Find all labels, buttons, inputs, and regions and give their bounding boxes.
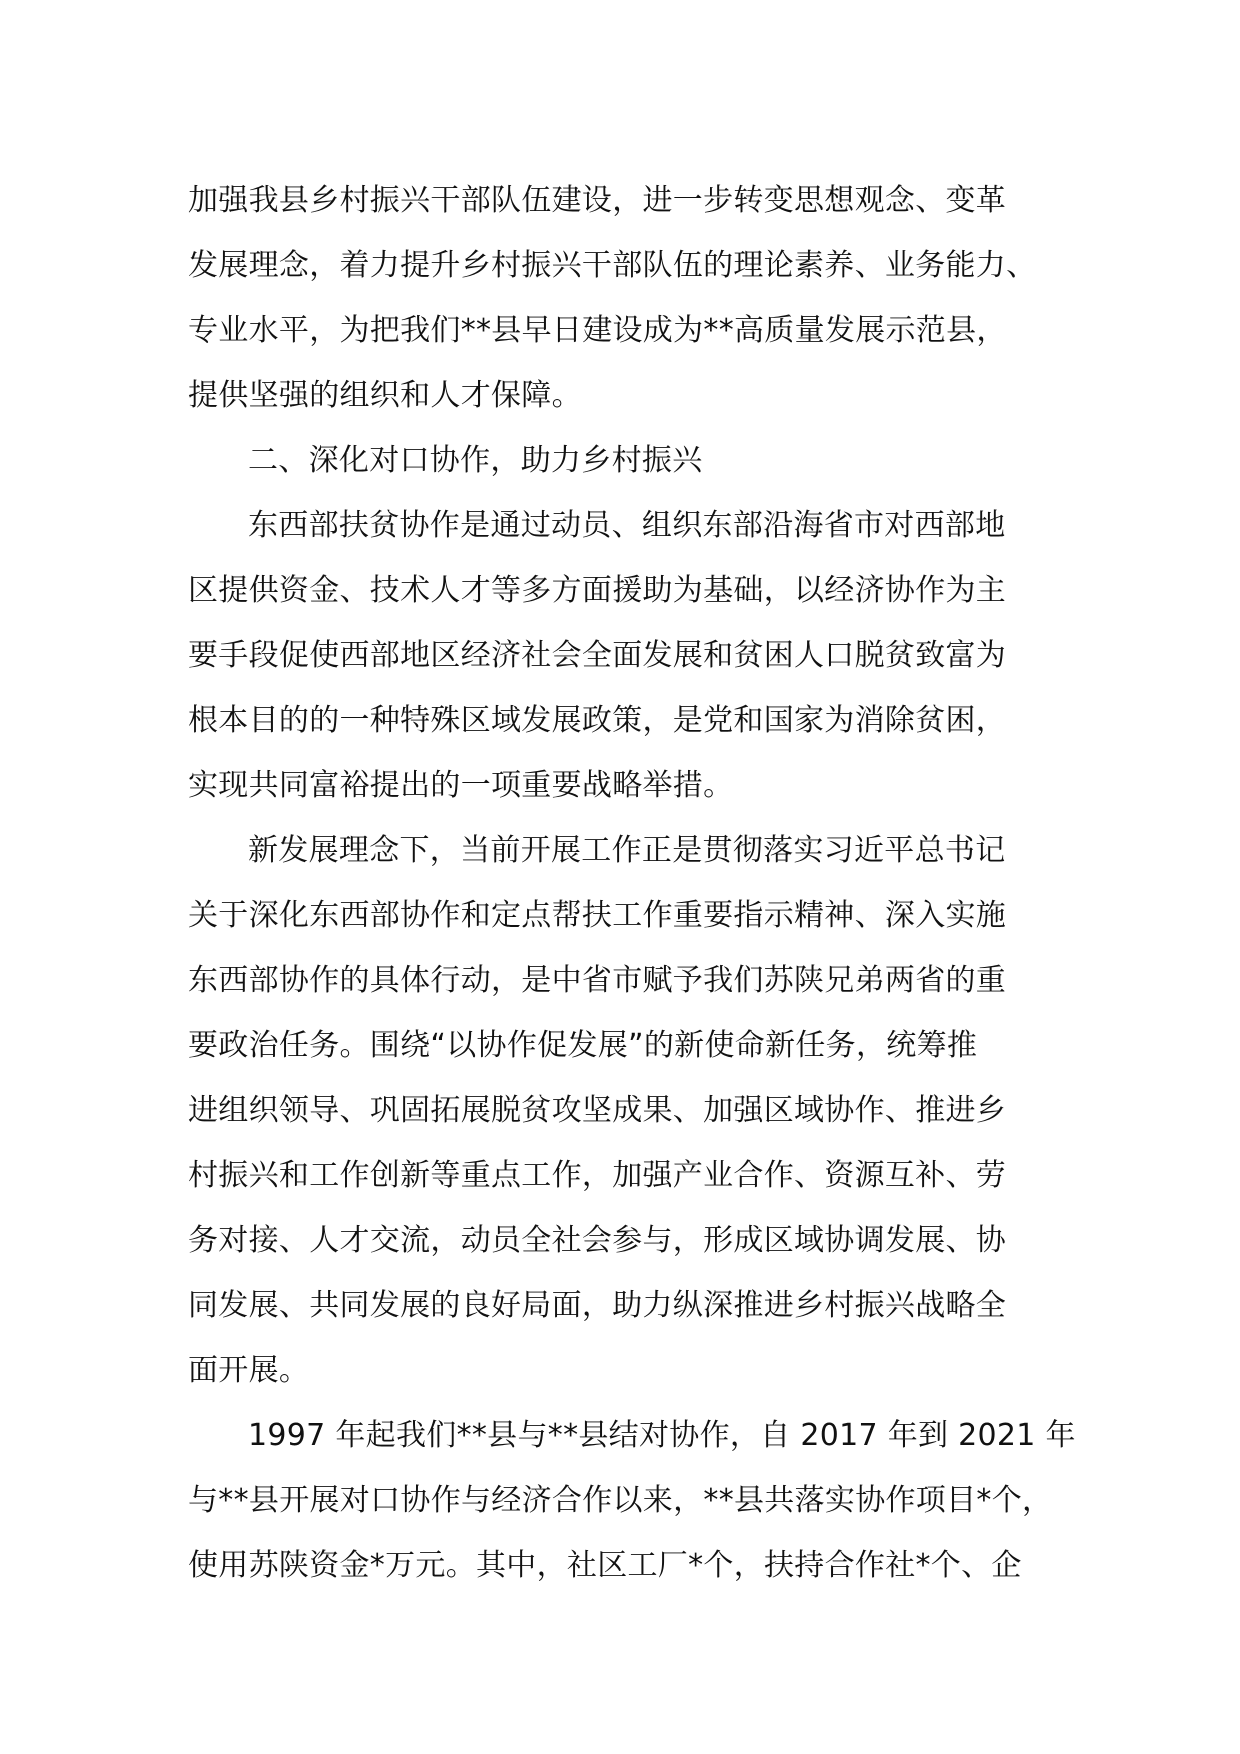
text-line: 与**县开展对口协作与经济合作以来，**县共落实协作项目*个， <box>188 1483 1053 1518</box>
text-line: 加强我县乡村振兴干部队伍建设，进一步转变思想观念、变革 <box>188 183 1007 218</box>
text-line: 要政治任务。围绕“以协作促发展”的新使命新任务，统筹推 <box>188 1028 978 1063</box>
text-line: 实现共同富裕提出的一项重要战略举措。 <box>188 768 734 803</box>
document-body <box>188 168 1088 1598</box>
text-line: 东西部协作的具体行动，是中省市赋予我们苏陕兄弟两省的重 <box>188 963 1007 998</box>
section-heading: 二、深化对口协作，助力乡村振兴 <box>248 443 703 478</box>
text-line: 村振兴和工作创新等重点工作，加强产业合作、资源互补、劳 <box>188 1158 1007 1193</box>
text-line: 区提供资金、技术人才等多方面援助为基础，以经济协作为主 <box>188 573 1007 608</box>
text-line: 发展理念，着力提升乡村振兴干部队伍的理论素养、业务能力、 <box>188 248 1037 283</box>
text-line: 务对接、人才交流，动员全社会参与，形成区域协调发展、协 <box>188 1223 1007 1258</box>
text-line: 使用苏陕资金*万元。其中，社区工厂*个，扶持合作社*个、企 <box>188 1548 1022 1583</box>
text-line: 进组织领导、巩固拓展脱贫攻坚成果、加强区域协作、推进乡 <box>188 1093 1007 1128</box>
text-line: 新发展理念下，当前开展工作正是贯彻落实习近平总书记 <box>248 833 1006 868</box>
text-line: 关于深化东西部协作和定点帮扶工作重要指示精神、深入实施 <box>188 898 1007 933</box>
text-line: 专业水平，为把我们**县早日建设成为**高质量发展示范县， <box>188 313 1007 348</box>
text-line: 要手段促使西部地区经济社会全面发展和贫困人口脱贫致富为 <box>188 638 1007 673</box>
text-line: 1997 年起我们**县与**县结对协作，自 2017 年到 2021 年 <box>248 1418 1076 1453</box>
text-line: 根本目的的一种特殊区域发展政策，是党和国家为消除贫困， <box>188 703 1007 738</box>
text-line: 东西部扶贫协作是通过动员、组织东部沿海省市对西部地 <box>248 508 1006 543</box>
text-line: 提供坚强的组织和人才保障。 <box>188 378 582 413</box>
text-line: 面开展。 <box>188 1353 310 1388</box>
text-line: 同发展、共同发展的良好局面，助力纵深推进乡村振兴战略全 <box>188 1288 1007 1323</box>
